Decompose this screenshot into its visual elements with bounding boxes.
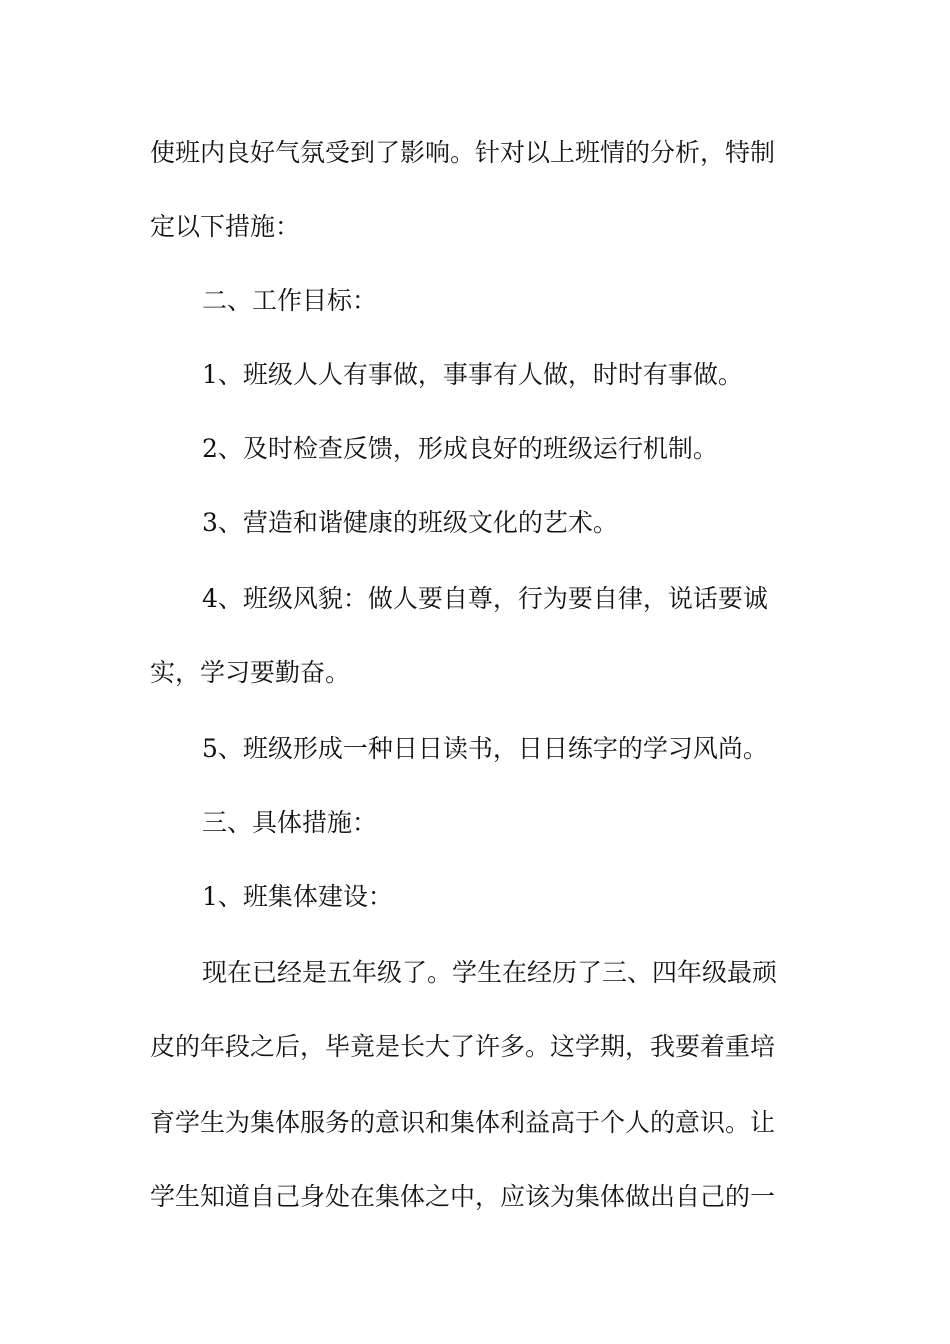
list-item: 5、班级形成一种日日读书，日日练字的学习风尚。 xyxy=(202,734,768,763)
paragraph-line: 学生知道自己身处在集体之中，应该为集体做出自己的一 xyxy=(150,1182,776,1211)
subsection-heading: 1、班集体建设： xyxy=(202,882,393,911)
section-heading: 二、工作目标： xyxy=(202,286,378,315)
paragraph-line: 定以下措施： xyxy=(150,212,301,241)
paragraph-line: 育学生为集体服务的意识和集体利益高于个人的意识。让 xyxy=(150,1108,776,1137)
paragraph-line: 使班内良好气氛受到了影响。针对以上班情的分析，特制 xyxy=(150,138,776,167)
list-item: 1、班级人人有事做，事事有人做，时时有事做。 xyxy=(202,360,743,389)
paragraph-line: 现在已经是五年级了。学生在经历了三、四年级最顽 xyxy=(202,958,778,987)
section-heading: 三、具体措施： xyxy=(202,808,378,837)
paragraph-line: 皮的年段之后，毕竟是长大了许多。这学期，我要着重培 xyxy=(150,1032,776,1061)
list-item: 4、班级风貌：做人要自尊，行为要自律，说话要诚 xyxy=(202,584,768,613)
list-item: 3、营造和谐健康的班级文化的艺术。 xyxy=(202,508,618,537)
list-item-continuation: 实，学习要勤奋。 xyxy=(150,658,351,687)
list-item: 2、及时检查反馈，形成良好的班级运行机制。 xyxy=(202,434,718,463)
